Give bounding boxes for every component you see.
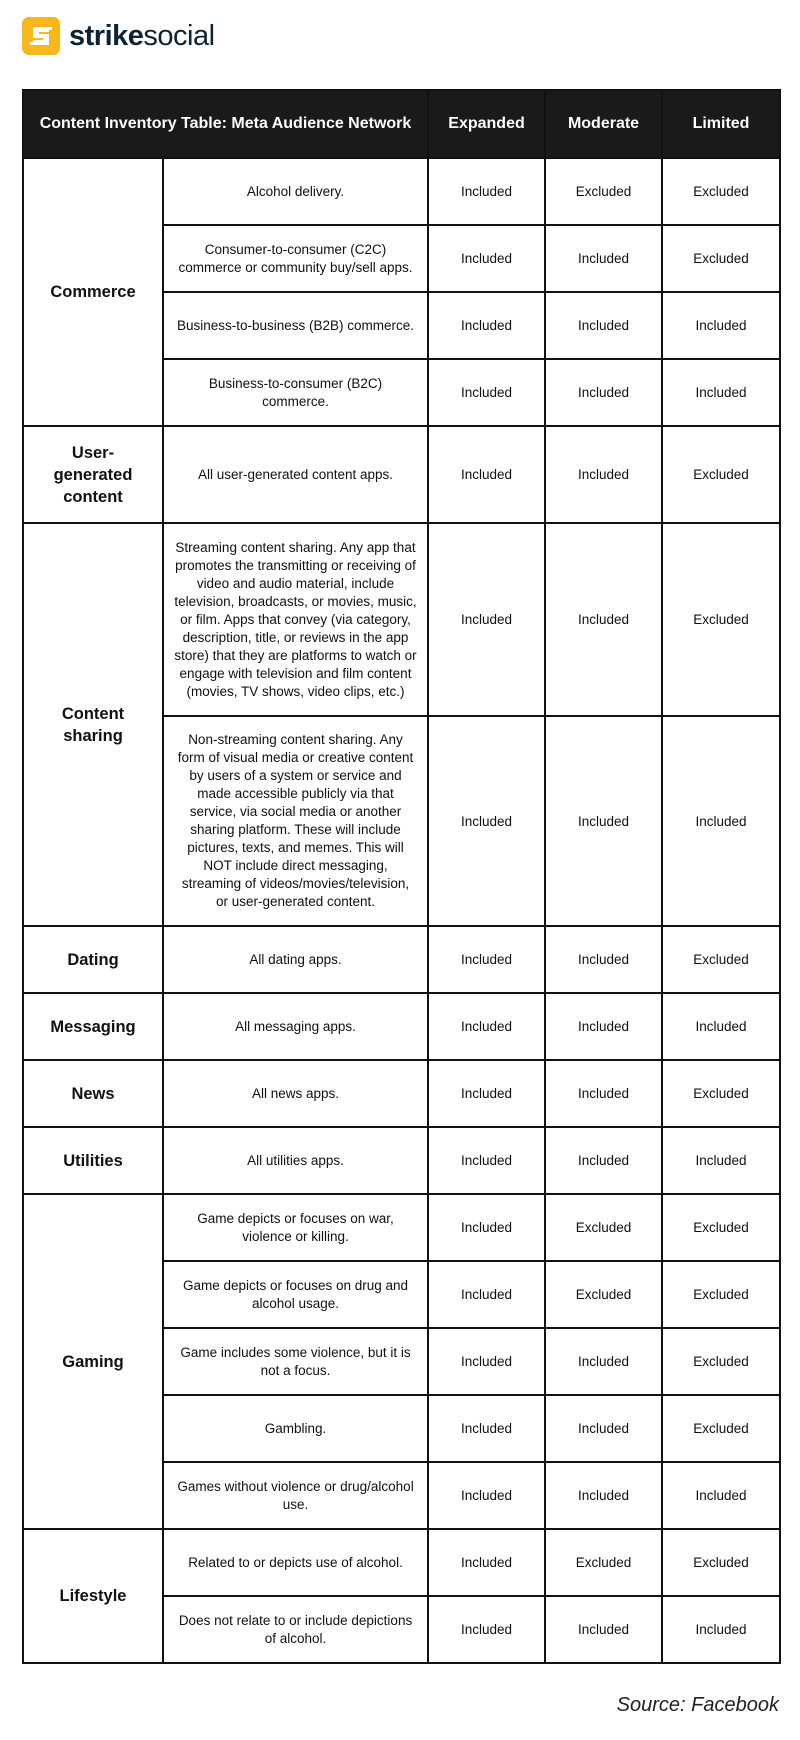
table-row <box>23 158 780 225</box>
limited-value-cell: Excluded <box>662 1194 780 1261</box>
moderate-value-cell: Included <box>545 1462 662 1529</box>
category-cell: News <box>23 1060 163 1127</box>
category-cell: User-generated content <box>23 426 163 523</box>
category-cell: Commerce <box>23 158 163 426</box>
category-cell: Lifestyle <box>23 1529 163 1663</box>
description-cell: Game depicts or focuses on war, violence or killing. <box>163 1194 428 1261</box>
moderate-value-cell: Included <box>545 1395 662 1462</box>
expanded-value-cell: Included <box>428 1060 545 1127</box>
expanded-value-cell: Included <box>428 523 545 716</box>
description-cell: All utilities apps. <box>163 1127 428 1194</box>
expanded-value-cell: Included <box>428 926 545 993</box>
moderate-value-cell: Excluded <box>545 1261 662 1328</box>
limited-value-cell: Excluded <box>662 158 780 225</box>
moderate-value-cell: Included <box>545 993 662 1060</box>
limited-value-cell: Included <box>662 292 780 359</box>
limited-value-cell: Included <box>662 1596 780 1663</box>
description-cell: Business-to-business (B2B) commerce. <box>163 292 428 359</box>
table-row <box>23 1529 780 1596</box>
limited-value-cell: Excluded <box>662 1529 780 1596</box>
expanded-value-cell: Included <box>428 993 545 1060</box>
description-cell: Game includes some violence, but it is not a focus. <box>163 1328 428 1395</box>
table-row <box>23 426 780 523</box>
table-row <box>23 523 780 716</box>
limited-value-cell: Excluded <box>662 225 780 292</box>
expanded-value-cell: Included <box>428 359 545 426</box>
table-row <box>23 993 780 1060</box>
moderate-value-cell: Excluded <box>545 158 662 225</box>
limited-value-cell: Excluded <box>662 1395 780 1462</box>
moderate-value-cell: Excluded <box>545 1529 662 1596</box>
expanded-value-cell: Included <box>428 1328 545 1395</box>
limited-value-cell: Excluded <box>662 1261 780 1328</box>
moderate-value-cell: Included <box>545 1596 662 1663</box>
moderate-value-cell: Included <box>545 1127 662 1194</box>
expanded-value-cell: Included <box>428 716 545 926</box>
description-cell: Consumer-to-consumer (C2C) commerce or community buy/sell apps. <box>163 225 428 292</box>
limited-value-cell: Included <box>662 1462 780 1529</box>
limited-value-cell: Included <box>662 716 780 926</box>
moderate-value-cell: Included <box>545 1328 662 1395</box>
table-row <box>23 1127 780 1194</box>
brand-logo <box>22 17 215 55</box>
table-title: Content Inventory Table: Meta Audience Network <box>23 90 428 158</box>
column-header-expanded: Expanded <box>428 90 545 158</box>
moderate-value-cell: Included <box>545 1060 662 1127</box>
limited-value-cell: Excluded <box>662 1328 780 1395</box>
table-row <box>23 1194 780 1261</box>
brand-name-light: social <box>143 20 215 52</box>
moderate-value-cell: Excluded <box>545 1194 662 1261</box>
column-header-limited: Limited <box>662 90 780 158</box>
expanded-value-cell: Included <box>428 1261 545 1328</box>
limited-value-cell: Included <box>662 359 780 426</box>
table-body <box>23 158 780 1663</box>
moderate-value-cell: Included <box>545 926 662 993</box>
category-cell: Content sharing <box>23 523 163 926</box>
table-header-row <box>23 90 780 158</box>
description-cell: Related to or depicts use of alcohol. <box>163 1529 428 1596</box>
moderate-value-cell: Included <box>545 225 662 292</box>
expanded-value-cell: Included <box>428 158 545 225</box>
description-cell: Alcohol delivery. <box>163 158 428 225</box>
limited-value-cell: Included <box>662 1127 780 1194</box>
limited-value-cell: Excluded <box>662 1060 780 1127</box>
moderate-value-cell: Included <box>545 716 662 926</box>
description-cell: All dating apps. <box>163 926 428 993</box>
table-row <box>23 926 780 993</box>
limited-value-cell: Excluded <box>662 426 780 523</box>
expanded-value-cell: Included <box>428 1127 545 1194</box>
description-cell: Game depicts or focuses on drug and alcohol usage. <box>163 1261 428 1328</box>
description-cell: All user-generated content apps. <box>163 426 428 523</box>
moderate-value-cell: Included <box>545 426 662 523</box>
category-cell: Dating <box>23 926 163 993</box>
expanded-value-cell: Included <box>428 1462 545 1529</box>
expanded-value-cell: Included <box>428 426 545 523</box>
expanded-value-cell: Included <box>428 225 545 292</box>
category-cell: Utilities <box>23 1127 163 1194</box>
limited-value-cell: Included <box>662 993 780 1060</box>
limited-value-cell: Excluded <box>662 926 780 993</box>
strike-social-logo-icon <box>22 17 60 55</box>
description-cell: Non-streaming content sharing. Any form of visual media or creative content by users of a system or service and made accessible publicly via that service, via social media or another sharing platform. These will include pictures, texts, and memes. This will NOT include direct messaging, streaming of videos/movies/television, or user-generated content. <box>163 716 428 926</box>
expanded-value-cell: Included <box>428 1596 545 1663</box>
content-inventory-table <box>22 89 781 1664</box>
expanded-value-cell: Included <box>428 292 545 359</box>
brand-wordmark <box>69 17 215 55</box>
source-caption: Source: Facebook <box>616 1694 779 1716</box>
expanded-value-cell: Included <box>428 1395 545 1462</box>
table-row <box>23 1060 780 1127</box>
description-cell: All news apps. <box>163 1060 428 1127</box>
description-cell: Streaming content sharing. Any app that promotes the transmitting or receiving of video and audio material, include television, broadcasts, or movies, music, or film. Apps that convey (via category, description, title, or reviews in the app store) that they are platforms to watch or engage with television and film content (movies, TV shows, video clips, etc.) <box>163 523 428 716</box>
brand-name-bold: strike <box>69 20 144 52</box>
description-cell: Gambling. <box>163 1395 428 1462</box>
expanded-value-cell: Included <box>428 1194 545 1261</box>
category-cell: Gaming <box>23 1194 163 1529</box>
moderate-value-cell: Included <box>545 523 662 716</box>
description-cell: All messaging apps. <box>163 993 428 1060</box>
moderate-value-cell: Included <box>545 359 662 426</box>
moderate-value-cell: Included <box>545 292 662 359</box>
description-cell: Games without violence or drug/alcohol use. <box>163 1462 428 1529</box>
column-header-moderate: Moderate <box>545 90 662 158</box>
category-cell: Messaging <box>23 993 163 1060</box>
limited-value-cell: Excluded <box>662 523 780 716</box>
expanded-value-cell: Included <box>428 1529 545 1596</box>
description-cell: Business-to-consumer (B2C) commerce. <box>163 359 428 426</box>
description-cell: Does not relate to or include depictions of alcohol. <box>163 1596 428 1663</box>
